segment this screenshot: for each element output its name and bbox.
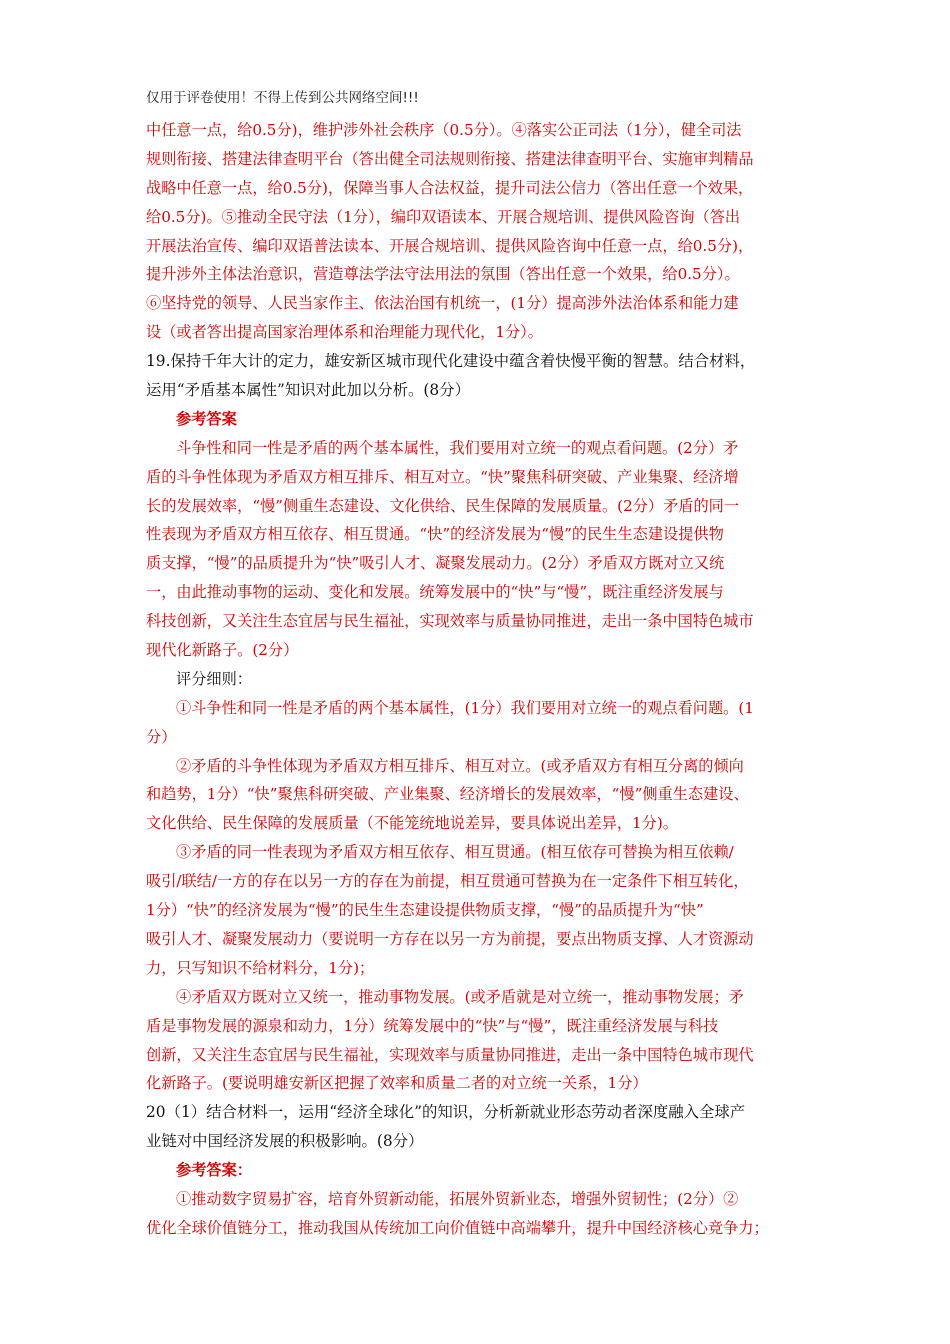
text-line: ③矛盾的同一性表现为矛盾双方相互依存、相互贯通。(相互依存可替换为相互依赖/ [176,843,734,862]
text-line: 战略中任意一点，给0.5分)，保障当事人合法权益，提升司法公信力（答出任意一个效果， [146,178,754,197]
text-line: 优化全球价值链分工，推动我国从传统加工向价值链中高端攀升，提升中国经济核心竞争力； [146,1218,769,1237]
text-line: 中任意一点，给0.5分)，维护涉外社会秩序（0.5分）。④落实公正司法（1分），健全司法 [146,121,742,139]
text-line: 提升涉外主体法治意识，营造尊法学法守法用法的氛围（答出任意一个效果，给0.5分）。 [146,265,740,284]
text-line: 和趋势，1分）“快”聚焦科研突破、产业集聚、经济增长的发展效率，“慢”侧重生态建设、 [146,785,749,804]
text-line: 质支撑，“慢”的品质提升为“快”吸引人才、凝聚发展动力。(2分）矛盾双方既对立又统 [146,554,725,573]
text-line: 开展法治宣传、编印双语普法读本、开展合规培训、提供风险咨询中任意一点，给0.5分)， [146,236,754,255]
text-line: 业链对中国经济发展的积极影响。(8分） [146,1132,424,1151]
usage-notice: 仅用于评卷使用！不得上传到公共网络空间!!! [146,90,419,106]
text-line: 20（1）结合材料一，运用“经济全球化”的知识，分析新就业形态劳动者深度融入全球产 [146,1103,746,1122]
text-line: 科技创新，又关注生态宜居与民生福祉，实现效率与质量协同推进，走出一条中国特色城市 [146,612,754,631]
text-line: 盾是事物发展的源泉和动力，1分）统筹发展中的“快”与“慢”，既注重经济发展与科技 [146,1016,719,1035]
text-line: ⑥坚持党的领导、人民当家作主、依法治国有机统一，(1分）提高涉外法治体系和能力建 [146,294,739,313]
text-line: 一，由此推动事物的运动、变化和发展。统筹发展中的“快”与“慢”，既注重经济发展与 [146,583,724,602]
text-line: 斗争性和同一性是矛盾的两个基本属性，我们要用对立统一的观点看问题。(2分）矛 [176,438,739,457]
text-line: 分） [146,727,177,746]
text-line: 性表现为矛盾双方相互依存、相互贯通。“快”的经济发展为“慢”的民生生态建设提供物 [146,525,724,544]
text-line: 文化供给、民生保障的发展质量（不能笼统地说差异，要具体说出差异，1分)。 [146,814,678,833]
text-line: 评分细则： [176,669,252,688]
text-line: 现代化新路子。(2分） [146,641,299,660]
text-line: ④矛盾双方既对立又统一，推动事物发展。(或矛盾就是对立统一，推动事物发展；矛 [176,987,744,1006]
text-line: 运用“矛盾基本属性”知识对此加以分析。(8分） [146,381,470,400]
text-line: ②矛盾的斗争性体现为矛盾双方相互排斥、相互对立。(或矛盾双方有相互分离的倾向 [176,756,744,775]
text-line: 创新，又关注生态宜居与民生福祉，实现效率与质量协同推进，走出一条中国特色城市现代 [146,1045,754,1064]
text-line: 规则衔接、搭建法律查明平台（答出健全司法规则衔接、搭建法律查明平台、实施审判精品 [146,149,754,168]
text-line: 19.保持千年大计的定力，雄安新区城市现代化建设中蕴含着快慢平衡的智慧。结合材料， [146,352,756,371]
text-line: ①推动数字贸易扩容，培育外贸新动能，拓展外贸新业态，增强外贸韧性；(2分）② [176,1189,739,1208]
text-line: 盾的斗争性体现为矛盾双方相互排斥、相互对立。“快”聚焦科研突破、产业集聚、经济增 [146,467,739,486]
text-line: 化新路子。(要说明雄安新区把握了效率和质量二者的对立统一关系，1分） [146,1074,648,1093]
answer-text-body [146,116,811,1243]
text-line: 参考答案 [176,409,237,428]
text-line: 吸引人才、凝聚发展动力（要说明一方存在以另一方为前提，要点出物质支撑、人才资源动 [146,929,754,948]
text-line: 力，只写知识不给材料分，1分)； [146,958,375,977]
text-line: 长的发展效率，“慢”侧重生态建设、文化供给、民生保障的发展质量。(2分）矛盾的同一 [146,496,740,515]
text-line: 参考答案： [176,1161,252,1180]
text-line: ①斗争性和同一性是矛盾的两个基本属性，(1分）我们要用对立统一的观点看问题。(1 [176,698,754,717]
text-line: 给0.5分)。⑤推动全民守法（1分），编印双语读本、开展合规培训、提供风险咨询（答出 [146,207,741,226]
text-line: 设（或者答出提高国家治理体系和治理能力现代化，1分）。 [146,323,543,342]
text-line: 吸引/联结/一方的存在以另一方的存在为前提，相互贯通可替换为在一定条件下相互转化， [146,872,749,891]
text-line: 1分）“快”的经济发展为“慢”的民生生态建设提供物质支撑，“慢”的品质提升为“快” [146,901,704,920]
